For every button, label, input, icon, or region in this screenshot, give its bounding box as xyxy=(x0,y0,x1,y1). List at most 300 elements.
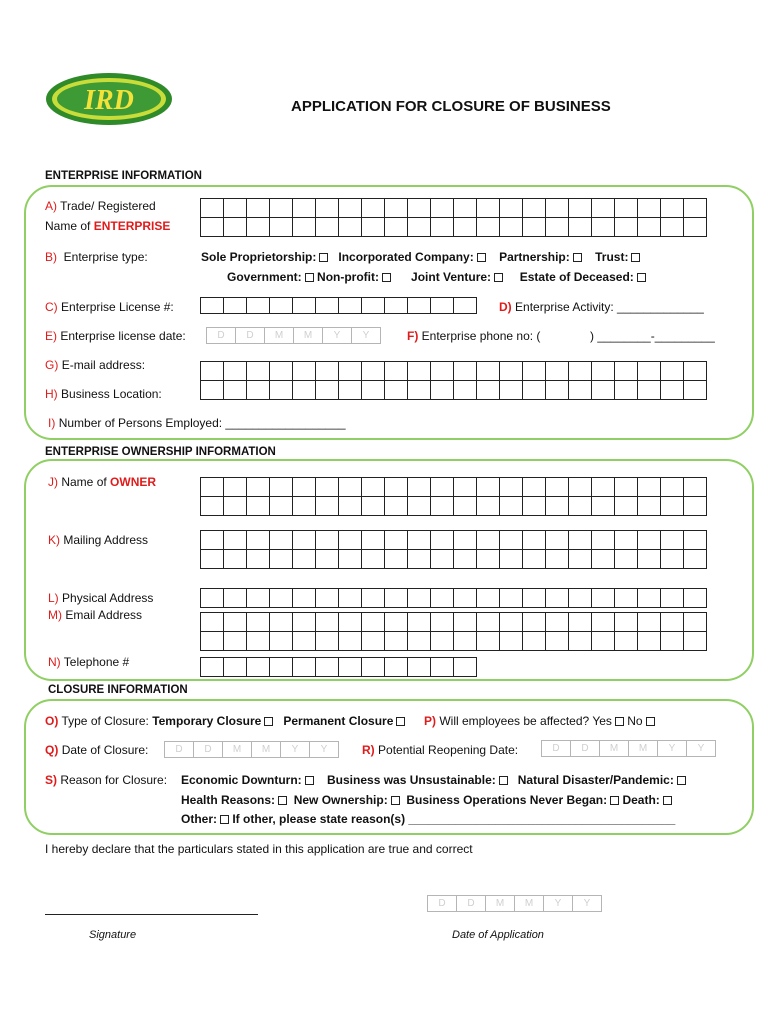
char-box[interactable]: D xyxy=(164,741,194,758)
char-box[interactable] xyxy=(361,588,385,608)
char-box[interactable] xyxy=(338,657,362,677)
char-box[interactable] xyxy=(660,588,684,608)
char-box[interactable] xyxy=(315,361,339,381)
char-box[interactable] xyxy=(315,496,339,516)
char-box[interactable] xyxy=(476,361,500,381)
char-box[interactable] xyxy=(315,530,339,550)
char-box[interactable] xyxy=(683,361,707,381)
char-box[interactable] xyxy=(614,217,638,237)
char-box[interactable] xyxy=(430,361,454,381)
checkbox-partnership[interactable] xyxy=(573,253,582,262)
char-box[interactable] xyxy=(292,217,316,237)
owner-name-row1[interactable] xyxy=(200,477,707,497)
char-box[interactable] xyxy=(338,198,362,218)
char-box[interactable] xyxy=(637,588,661,608)
char-box[interactable] xyxy=(223,217,247,237)
char-box[interactable] xyxy=(292,612,316,632)
char-box[interactable] xyxy=(292,631,316,651)
char-box[interactable] xyxy=(430,549,454,569)
char-box[interactable] xyxy=(246,477,270,497)
char-box[interactable] xyxy=(568,530,592,550)
char-box[interactable] xyxy=(453,477,477,497)
char-box[interactable] xyxy=(246,549,270,569)
char-box[interactable] xyxy=(614,631,638,651)
char-box[interactable] xyxy=(637,477,661,497)
char-box[interactable] xyxy=(407,549,431,569)
char-box[interactable]: Y xyxy=(322,327,352,344)
char-box[interactable] xyxy=(637,217,661,237)
char-box[interactable] xyxy=(407,588,431,608)
char-box[interactable] xyxy=(614,198,638,218)
char-box[interactable] xyxy=(591,631,615,651)
char-box[interactable] xyxy=(591,612,615,632)
char-box[interactable] xyxy=(568,612,592,632)
char-box[interactable] xyxy=(338,588,362,608)
char-box[interactable] xyxy=(200,530,224,550)
char-box[interactable] xyxy=(430,496,454,516)
closure-date-field[interactable] xyxy=(164,741,339,758)
checkbox-never-began[interactable] xyxy=(610,796,619,805)
char-box[interactable] xyxy=(545,198,569,218)
char-box[interactable] xyxy=(637,530,661,550)
checkbox-economic[interactable] xyxy=(305,776,314,785)
char-box[interactable] xyxy=(453,530,477,550)
reasons-row1[interactable]: Economic Downturn: Business was Unsustainable: Natural Disaster/Pandemic: xyxy=(181,773,686,787)
checkbox-health[interactable] xyxy=(278,796,287,805)
char-box[interactable] xyxy=(683,217,707,237)
application-date-field[interactable] xyxy=(427,895,602,912)
char-box[interactable] xyxy=(476,477,500,497)
char-box[interactable] xyxy=(246,198,270,218)
char-box[interactable] xyxy=(522,198,546,218)
char-box[interactable] xyxy=(384,588,408,608)
checkbox-government[interactable] xyxy=(305,273,314,282)
checkbox-permanent[interactable] xyxy=(396,717,405,726)
char-box[interactable] xyxy=(568,496,592,516)
char-box[interactable] xyxy=(660,496,684,516)
char-box[interactable] xyxy=(522,530,546,550)
char-box[interactable] xyxy=(384,657,408,677)
char-box[interactable] xyxy=(407,380,431,400)
checkbox-yes[interactable] xyxy=(615,717,624,726)
char-box[interactable] xyxy=(683,496,707,516)
char-box[interactable] xyxy=(223,549,247,569)
enterprise-name-row1[interactable] xyxy=(200,198,707,218)
char-box[interactable] xyxy=(660,631,684,651)
char-box[interactable] xyxy=(361,198,385,218)
char-box[interactable] xyxy=(200,588,224,608)
char-box[interactable] xyxy=(660,217,684,237)
char-box[interactable] xyxy=(683,549,707,569)
char-box[interactable]: D xyxy=(570,740,600,757)
char-box[interactable] xyxy=(430,612,454,632)
char-box[interactable] xyxy=(384,217,408,237)
char-box[interactable] xyxy=(660,612,684,632)
char-box[interactable] xyxy=(223,530,247,550)
char-box[interactable] xyxy=(499,631,523,651)
char-box[interactable] xyxy=(407,612,431,632)
char-box[interactable] xyxy=(223,612,247,632)
char-box[interactable] xyxy=(384,612,408,632)
char-box[interactable] xyxy=(660,549,684,569)
business-location-field[interactable] xyxy=(200,380,707,400)
char-box[interactable] xyxy=(361,361,385,381)
char-box[interactable] xyxy=(683,631,707,651)
char-box[interactable] xyxy=(384,496,408,516)
char-box[interactable] xyxy=(522,631,546,651)
char-box[interactable] xyxy=(200,657,224,677)
char-box[interactable] xyxy=(522,496,546,516)
char-box[interactable] xyxy=(591,217,615,237)
char-box[interactable] xyxy=(545,530,569,550)
char-box[interactable] xyxy=(545,477,569,497)
char-box[interactable] xyxy=(430,588,454,608)
char-box[interactable] xyxy=(522,549,546,569)
owner-name-row2[interactable] xyxy=(200,496,707,516)
char-box[interactable] xyxy=(223,380,247,400)
char-box[interactable] xyxy=(361,631,385,651)
char-box[interactable] xyxy=(384,477,408,497)
char-box[interactable] xyxy=(292,588,316,608)
mailing-address-row2[interactable] xyxy=(200,549,707,569)
checkbox-death[interactable] xyxy=(663,796,672,805)
char-box[interactable] xyxy=(522,217,546,237)
char-box[interactable] xyxy=(292,549,316,569)
char-box[interactable] xyxy=(223,297,247,314)
reasons-row2[interactable]: Health Reasons: New Ownership: Business Operations Never Began: Death: xyxy=(181,793,672,807)
char-box[interactable] xyxy=(407,198,431,218)
char-box[interactable] xyxy=(315,217,339,237)
char-box[interactable] xyxy=(223,198,247,218)
checkbox-incorporated[interactable] xyxy=(477,253,486,262)
char-box[interactable] xyxy=(476,588,500,608)
char-box[interactable] xyxy=(361,549,385,569)
char-box[interactable] xyxy=(292,477,316,497)
char-box[interactable] xyxy=(637,361,661,381)
char-box[interactable] xyxy=(269,380,293,400)
char-box[interactable] xyxy=(568,477,592,497)
char-box[interactable] xyxy=(223,496,247,516)
char-box[interactable]: M xyxy=(628,740,658,757)
char-box[interactable] xyxy=(315,631,339,651)
char-box[interactable] xyxy=(223,631,247,651)
char-box[interactable] xyxy=(407,477,431,497)
char-box[interactable] xyxy=(499,217,523,237)
char-box[interactable] xyxy=(683,477,707,497)
char-box[interactable] xyxy=(637,612,661,632)
char-box[interactable] xyxy=(660,477,684,497)
char-box[interactable] xyxy=(338,549,362,569)
char-box[interactable] xyxy=(499,361,523,381)
char-box[interactable] xyxy=(545,380,569,400)
char-box[interactable] xyxy=(683,612,707,632)
char-box[interactable]: M xyxy=(222,741,252,758)
char-box[interactable] xyxy=(315,549,339,569)
char-box[interactable] xyxy=(384,549,408,569)
char-box[interactable] xyxy=(591,588,615,608)
char-box[interactable] xyxy=(545,612,569,632)
char-box[interactable] xyxy=(200,198,224,218)
char-box[interactable] xyxy=(361,297,385,314)
char-box[interactable] xyxy=(614,530,638,550)
char-box[interactable] xyxy=(637,631,661,651)
char-box[interactable] xyxy=(660,361,684,381)
char-box[interactable] xyxy=(200,549,224,569)
char-box[interactable] xyxy=(545,496,569,516)
license-number-field[interactable] xyxy=(200,297,477,314)
char-box[interactable]: Y xyxy=(280,741,310,758)
char-box[interactable]: Y xyxy=(543,895,573,912)
char-box[interactable] xyxy=(223,477,247,497)
char-box[interactable] xyxy=(476,612,500,632)
char-box[interactable] xyxy=(614,588,638,608)
char-box[interactable] xyxy=(315,612,339,632)
char-box[interactable] xyxy=(568,198,592,218)
char-box[interactable] xyxy=(591,549,615,569)
char-box[interactable] xyxy=(384,297,408,314)
char-box[interactable] xyxy=(453,496,477,516)
char-box[interactable] xyxy=(591,477,615,497)
char-box[interactable] xyxy=(476,496,500,516)
char-box[interactable] xyxy=(453,657,477,677)
char-box[interactable] xyxy=(269,549,293,569)
char-box[interactable] xyxy=(246,631,270,651)
char-box[interactable] xyxy=(269,631,293,651)
char-box[interactable] xyxy=(637,198,661,218)
signature-line[interactable] xyxy=(45,914,258,915)
char-box[interactable] xyxy=(292,657,316,677)
reopening-date-field[interactable] xyxy=(541,740,716,757)
char-box[interactable] xyxy=(568,361,592,381)
char-box[interactable] xyxy=(522,380,546,400)
char-box[interactable] xyxy=(338,530,362,550)
char-box[interactable] xyxy=(453,198,477,218)
char-box[interactable] xyxy=(384,530,408,550)
char-box[interactable] xyxy=(476,631,500,651)
char-box[interactable] xyxy=(223,588,247,608)
char-box[interactable] xyxy=(407,297,431,314)
char-box[interactable] xyxy=(269,361,293,381)
char-box[interactable] xyxy=(430,631,454,651)
char-box[interactable] xyxy=(361,380,385,400)
char-box[interactable] xyxy=(361,496,385,516)
char-box[interactable] xyxy=(453,297,477,314)
char-box[interactable] xyxy=(476,217,500,237)
char-box[interactable]: Y xyxy=(686,740,716,757)
char-box[interactable] xyxy=(292,297,316,314)
enterprise-name-row2[interactable] xyxy=(200,217,707,237)
char-box[interactable]: M xyxy=(264,327,294,344)
char-box[interactable] xyxy=(430,198,454,218)
char-box[interactable] xyxy=(430,297,454,314)
owner-email-row2[interactable] xyxy=(200,631,707,651)
char-box[interactable] xyxy=(660,198,684,218)
char-box[interactable] xyxy=(614,549,638,569)
char-box[interactable] xyxy=(683,198,707,218)
owner-email-row1[interactable] xyxy=(200,612,707,632)
char-box[interactable] xyxy=(384,198,408,218)
phone-tail[interactable]: ) ________-_________ xyxy=(590,329,715,343)
char-box[interactable] xyxy=(430,657,454,677)
char-box[interactable] xyxy=(338,217,362,237)
char-box[interactable]: D xyxy=(206,327,236,344)
char-box[interactable] xyxy=(591,380,615,400)
char-box[interactable] xyxy=(660,530,684,550)
char-box[interactable] xyxy=(614,380,638,400)
char-box[interactable] xyxy=(246,361,270,381)
mailing-address-row1[interactable] xyxy=(200,530,707,550)
char-box[interactable] xyxy=(499,530,523,550)
char-box[interactable] xyxy=(292,496,316,516)
char-box[interactable] xyxy=(545,217,569,237)
char-box[interactable] xyxy=(361,612,385,632)
char-box[interactable] xyxy=(476,380,500,400)
char-box[interactable]: Y xyxy=(572,895,602,912)
char-box[interactable] xyxy=(246,588,270,608)
char-box[interactable] xyxy=(499,380,523,400)
char-box[interactable] xyxy=(499,588,523,608)
char-box[interactable] xyxy=(683,588,707,608)
char-box[interactable] xyxy=(476,198,500,218)
char-box[interactable] xyxy=(499,496,523,516)
char-box[interactable] xyxy=(591,530,615,550)
char-box[interactable] xyxy=(453,361,477,381)
char-box[interactable] xyxy=(269,657,293,677)
char-box[interactable] xyxy=(407,217,431,237)
char-box[interactable] xyxy=(407,496,431,516)
char-box[interactable] xyxy=(476,549,500,569)
checkbox-disaster[interactable] xyxy=(677,776,686,785)
char-box[interactable] xyxy=(637,549,661,569)
char-box[interactable] xyxy=(200,380,224,400)
char-box[interactable] xyxy=(292,530,316,550)
char-box[interactable] xyxy=(200,217,224,237)
char-box[interactable]: D xyxy=(235,327,265,344)
char-box[interactable]: Y xyxy=(351,327,381,344)
char-box[interactable] xyxy=(200,612,224,632)
char-box[interactable] xyxy=(499,477,523,497)
char-box[interactable] xyxy=(453,549,477,569)
char-box[interactable] xyxy=(683,530,707,550)
checkbox-estate[interactable] xyxy=(637,273,646,282)
checkbox-trust[interactable] xyxy=(631,253,640,262)
char-box[interactable]: M xyxy=(293,327,323,344)
char-box[interactable] xyxy=(315,198,339,218)
email-field[interactable] xyxy=(200,361,707,381)
char-box[interactable]: M xyxy=(251,741,281,758)
char-box[interactable] xyxy=(315,297,339,314)
char-box[interactable] xyxy=(453,612,477,632)
char-box[interactable] xyxy=(269,588,293,608)
char-box[interactable] xyxy=(269,530,293,550)
char-box[interactable] xyxy=(568,380,592,400)
char-box[interactable] xyxy=(338,380,362,400)
char-box[interactable] xyxy=(660,380,684,400)
char-box[interactable]: Y xyxy=(657,740,687,757)
char-box[interactable] xyxy=(637,380,661,400)
char-box[interactable] xyxy=(522,588,546,608)
char-box[interactable] xyxy=(269,496,293,516)
char-box[interactable] xyxy=(246,380,270,400)
char-box[interactable] xyxy=(499,612,523,632)
char-box[interactable] xyxy=(246,612,270,632)
char-box[interactable] xyxy=(568,549,592,569)
char-box[interactable] xyxy=(545,361,569,381)
telephone-field[interactable] xyxy=(200,657,477,677)
char-box[interactable] xyxy=(338,297,362,314)
char-box[interactable] xyxy=(499,549,523,569)
char-box[interactable] xyxy=(614,477,638,497)
checkbox-sole[interactable] xyxy=(319,253,328,262)
char-box[interactable] xyxy=(246,297,270,314)
char-box[interactable]: Y xyxy=(309,741,339,758)
char-box[interactable] xyxy=(338,631,362,651)
char-box[interactable] xyxy=(407,530,431,550)
char-box[interactable] xyxy=(361,657,385,677)
char-box[interactable]: D xyxy=(456,895,486,912)
char-box[interactable] xyxy=(200,631,224,651)
char-box[interactable] xyxy=(683,380,707,400)
char-box[interactable] xyxy=(269,217,293,237)
char-box[interactable] xyxy=(545,588,569,608)
char-box[interactable] xyxy=(246,657,270,677)
char-box[interactable] xyxy=(568,631,592,651)
enterprise-type-row1[interactable]: Sole Proprietorship: Incorporated Company: Partnership: Trust: xyxy=(201,250,640,264)
char-box[interactable] xyxy=(545,549,569,569)
license-date-field[interactable] xyxy=(206,327,381,344)
char-box[interactable] xyxy=(315,588,339,608)
char-box[interactable] xyxy=(522,612,546,632)
char-box[interactable] xyxy=(453,631,477,651)
char-box[interactable] xyxy=(338,496,362,516)
char-box[interactable] xyxy=(384,380,408,400)
char-box[interactable] xyxy=(246,530,270,550)
char-box[interactable] xyxy=(361,217,385,237)
char-box[interactable] xyxy=(476,530,500,550)
char-box[interactable] xyxy=(614,361,638,381)
char-box[interactable] xyxy=(246,217,270,237)
char-box[interactable] xyxy=(246,496,270,516)
char-box[interactable] xyxy=(384,361,408,381)
char-box[interactable]: M xyxy=(514,895,544,912)
char-box[interactable] xyxy=(200,361,224,381)
char-box[interactable] xyxy=(407,657,431,677)
char-box[interactable] xyxy=(269,477,293,497)
char-box[interactable] xyxy=(200,496,224,516)
char-box[interactable] xyxy=(292,361,316,381)
char-box[interactable] xyxy=(430,380,454,400)
char-box[interactable] xyxy=(591,198,615,218)
char-box[interactable] xyxy=(361,530,385,550)
char-box[interactable] xyxy=(499,198,523,218)
char-box[interactable] xyxy=(269,198,293,218)
char-box[interactable] xyxy=(292,198,316,218)
char-box[interactable] xyxy=(315,380,339,400)
char-box[interactable] xyxy=(614,612,638,632)
char-box[interactable] xyxy=(430,477,454,497)
char-box[interactable] xyxy=(430,217,454,237)
checkbox-nonprofit[interactable] xyxy=(382,273,391,282)
char-box[interactable] xyxy=(568,588,592,608)
char-box[interactable] xyxy=(591,361,615,381)
enterprise-type-row2[interactable]: Government: Non-profit: Joint Venture: Estate of Deceased: xyxy=(227,270,646,284)
char-box[interactable]: D xyxy=(541,740,571,757)
char-box[interactable]: D xyxy=(193,741,223,758)
char-box[interactable] xyxy=(384,631,408,651)
char-box[interactable] xyxy=(269,612,293,632)
char-box[interactable] xyxy=(269,297,293,314)
char-box[interactable] xyxy=(407,631,431,651)
